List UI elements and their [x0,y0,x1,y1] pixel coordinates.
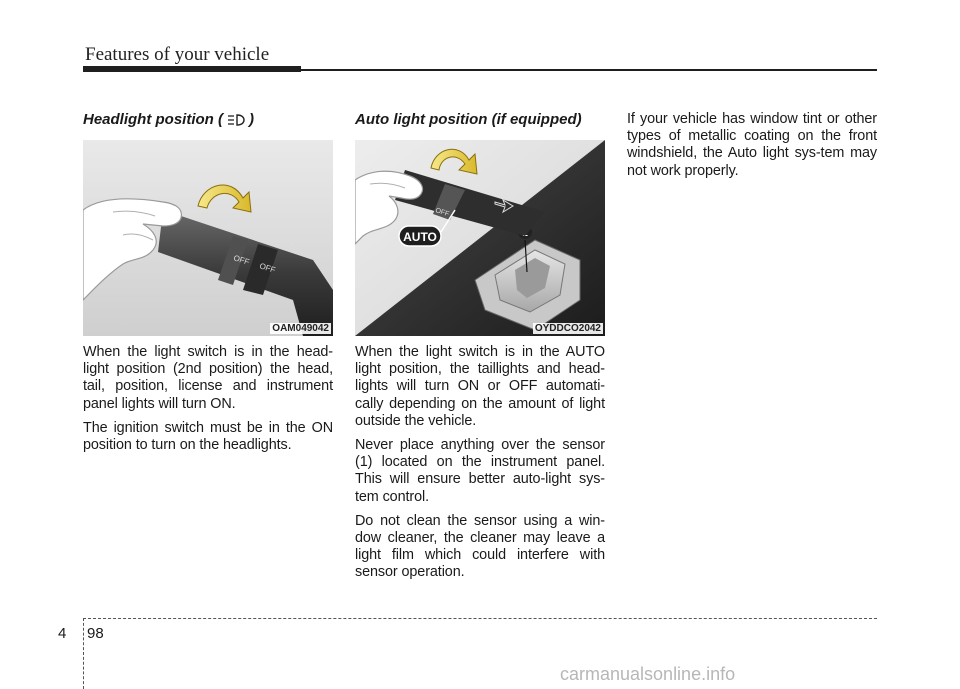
headlight-title-text: Headlight position ( [83,111,223,128]
left-column [83,110,333,461]
off-label-2: OFF [258,261,277,275]
auto-light-illustration [355,140,605,336]
figure-code-label: OAM049042 [272,323,329,334]
right-column [627,111,877,187]
headlight-switch-figure [83,140,333,336]
header-rule-thin [301,69,877,71]
paragraph: When the light switch is in the head-light position (2nd position) the head, tail, position, license and instrument panel lights will turn ON. [83,344,333,412]
middle-column [355,110,605,589]
headlight-section-title [83,110,333,130]
page-header-title: Features of your vehicle [85,44,270,65]
off-label-3: OFF [434,207,450,219]
paragraph: Never place anything over the sensor (1) located on the instrument panel. This will ensure better auto-light sys-tem control. [355,437,605,505]
auto-light-figure [355,140,605,336]
headlight-icon [226,113,246,127]
figure-code-label: OYDDCO2042 [534,323,601,334]
paragraph: Do not clean the sensor using a win-dow cleaner, the cleaner may leave a light film which could interfere with sensor operation. [355,512,605,581]
page-number: 98 [87,625,104,642]
footer-divider [83,618,84,689]
footer-rule [83,618,877,619]
chapter-number: 4 [58,625,67,642]
headlight-title-close: ) [249,111,254,128]
off-label-1: OFF [232,253,251,267]
paragraph: The ignition switch must be in the ON position to turn on the headlights. [83,419,333,454]
paragraph: If your vehicle has window tint or other types of metallic coating on the front windshield, the Auto light sys-tem may not work properly. [627,111,877,179]
auto-badge-label: AUTO [403,230,437,244]
headlight-switch-illustration [83,140,333,336]
header-rule [83,66,301,72]
watermark: carmanualsonline.info [560,664,736,684]
paragraph: When the light switch is in the AUTO light position, the taillights and head-lights will turn ON or OFF automati-cally depending on the amount of light outside the vehicle. [355,344,605,429]
auto-light-section-title: Auto light position (if equipped) [355,111,582,128]
